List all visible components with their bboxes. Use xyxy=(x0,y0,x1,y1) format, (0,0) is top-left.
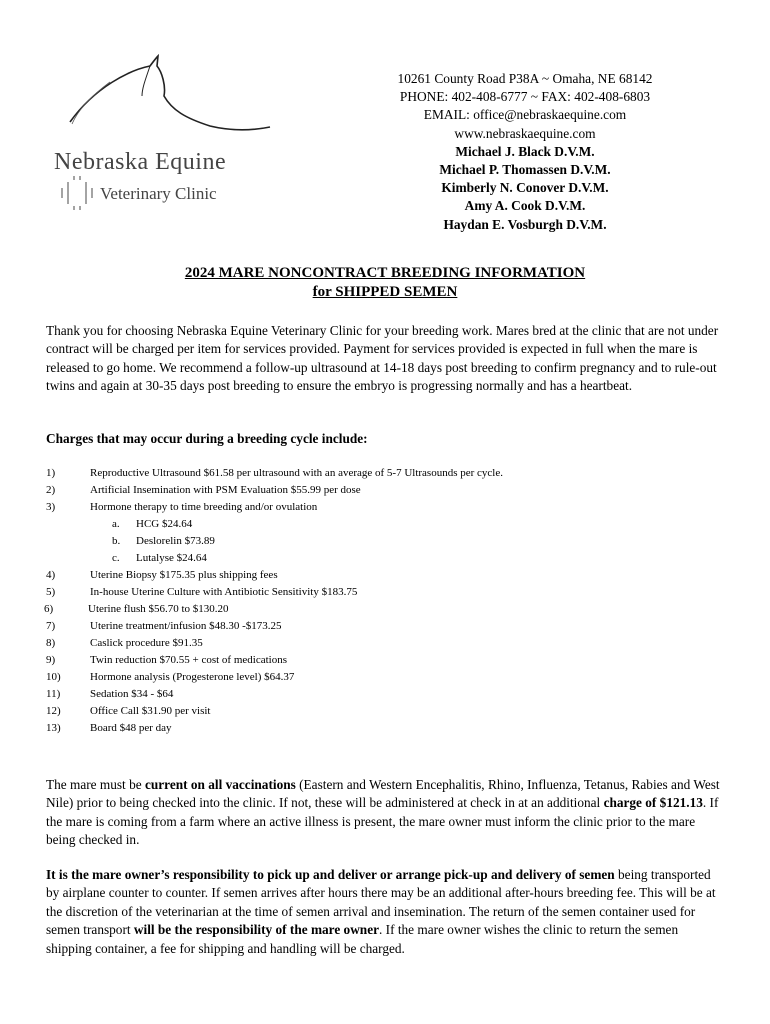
clinic-logo xyxy=(50,52,280,222)
item-text: Lutalyse $24.64 xyxy=(136,552,207,564)
phone-fax: PHONE: 402-408-6777 ~ FAX: 402-408-6803 xyxy=(399,89,651,105)
list-item xyxy=(46,686,726,703)
bold-run: charge of $121.13 xyxy=(603,795,703,811)
list-subitem xyxy=(46,533,726,550)
item-number: 1) xyxy=(46,467,56,479)
logo-line2: Veterinary Clinic xyxy=(100,184,217,203)
item-number: a. xyxy=(112,518,120,530)
doctor-name: Kimberly N. Conover D.V.M. xyxy=(441,180,609,196)
list-item xyxy=(46,567,726,584)
list-item xyxy=(46,618,726,635)
doctor-name: Haydan E. Vosburgh D.V.M. xyxy=(443,216,607,232)
page-title xyxy=(0,264,770,302)
item-text: Artificial Insemination with PSM Evaluation $55.99 per dose xyxy=(90,484,361,496)
item-text: Twin reduction $70.55 + cost of medications xyxy=(90,654,287,666)
text-run: being transported by airplane counter to counter. If semen arrives after hours there may be an additional after-hours breeding fee. This will be at the discretion of the veterinarian at the time of semen arrival and insemination. The return of the semen container used for semen transport xyxy=(46,867,716,938)
text-run: (Eastern and Western Encephalitis, Rhino, Influenza, Tetanus, Rabies and West Nile) prior to being checked into the clinic. If not, these will be administered at check in at an additional xyxy=(46,777,720,811)
intro-paragraph: Thank you for choosing Nebraska Equine Veterinary Clinic for your breeding work. Mares bred at the clinic that are not under contract will be charged per item for services provided. Payment for services provided is expected in full when the mare is released to go home. We recommend a follow-up ultrasound at 14-18 days post breeding to confirm pregnancy and to rule-out twins and again at 30-35 days post breeding to ensure the embryo is progressing normally and has a heartbeat. xyxy=(46,323,719,394)
list-item xyxy=(46,703,726,720)
text-run: The mare must be xyxy=(46,777,145,792)
doctor-name: Michael J. Black D.V.M. xyxy=(455,143,595,159)
list-item xyxy=(46,465,726,482)
email: EMAIL: office@nebraskaequine.com xyxy=(423,107,627,123)
list-subitem xyxy=(46,516,726,533)
item-number: 4) xyxy=(46,569,56,581)
item-number: 8) xyxy=(46,637,56,649)
item-number: 6) xyxy=(44,603,54,615)
bold-run: current on all vaccinations xyxy=(144,777,296,792)
list-item xyxy=(46,669,726,686)
item-number: b. xyxy=(112,535,121,547)
list-item xyxy=(46,499,726,516)
item-text: Reproductive Ultrasound $61.58 per ultrasound with an average of 5-7 Ultrasounds per cycle. xyxy=(90,467,503,479)
contact-block xyxy=(360,70,690,234)
item-text: Board $48 per day xyxy=(90,722,172,734)
semen-paragraph xyxy=(46,866,722,958)
item-number: 3) xyxy=(46,501,56,513)
item-text: Sedation $34 - $64 xyxy=(90,688,174,700)
item-text: HCG $24.64 xyxy=(136,518,193,530)
charges-list xyxy=(46,465,726,737)
title-line1: 2024 MARE NONCONTRACT BREEDING INFORMATION xyxy=(184,265,586,281)
list-item xyxy=(46,635,726,652)
item-text: In-house Uterine Culture with Antibiotic Sensitivity $183.75 xyxy=(90,586,358,598)
item-text: Hormone analysis (Progesterone level) $64.37 xyxy=(90,671,295,683)
item-number: 11) xyxy=(46,688,61,700)
bold-run: It is the mare owner’s responsibility to pick up and deliver or arrange pick-up and delivery of semen xyxy=(46,867,615,882)
item-text: Uterine Biopsy $175.35 plus shipping fees xyxy=(90,569,278,581)
item-number: 9) xyxy=(46,654,56,666)
item-text: Deslorelin $73.89 xyxy=(136,535,215,547)
list-item xyxy=(46,720,726,737)
item-text: Caslick procedure $91.35 xyxy=(90,637,203,649)
item-text: Office Call $31.90 per visit xyxy=(90,705,211,717)
list-subitem xyxy=(46,550,726,567)
logo-line1: Nebraska Equine xyxy=(54,149,227,175)
item-text: Uterine flush $56.70 to $130.20 xyxy=(88,603,229,615)
doctor-name: Amy A. Cook D.V.M. xyxy=(464,198,586,214)
text-run: . If the mare is coming from a farm where an active illness is present, the mare owner must inform the clinic prior to the mare being checked in. xyxy=(46,795,719,848)
item-text: Uterine treatment/infusion $48.30 -$173.25 xyxy=(90,620,282,632)
doctor-name: Michael P. Thomassen D.V.M. xyxy=(439,162,611,178)
list-item xyxy=(46,652,726,669)
item-number: 5) xyxy=(46,586,56,598)
item-number: 13) xyxy=(46,722,61,734)
text-run: . If the mare owner wishes the clinic to return the semen shipping container, a fee for shipping and handling will be charged. xyxy=(46,922,679,956)
item-number: 12) xyxy=(46,705,61,717)
address: 10261 County Road P38A ~ Omaha, NE 68142 xyxy=(397,71,653,86)
charges-heading: Charges that may occur during a breeding cycle include: xyxy=(46,431,368,446)
website: www.nebraskaequine.com xyxy=(454,125,596,141)
item-number: c. xyxy=(112,552,120,564)
list-item xyxy=(46,584,726,601)
list-item xyxy=(46,482,726,499)
bold-run: will be the responsibility of the mare owner xyxy=(133,922,380,938)
horse-head-icon xyxy=(50,52,280,222)
item-number: 2) xyxy=(46,484,56,496)
title-line2: for SHIPPED SEMEN xyxy=(312,284,458,300)
cross-icon xyxy=(62,176,92,210)
vaccination-paragraph xyxy=(46,776,722,850)
list-item xyxy=(44,601,726,618)
item-number: 7) xyxy=(46,620,56,632)
item-number: 10) xyxy=(46,671,61,683)
item-text: Hormone therapy to time breeding and/or ovulation xyxy=(90,501,318,513)
